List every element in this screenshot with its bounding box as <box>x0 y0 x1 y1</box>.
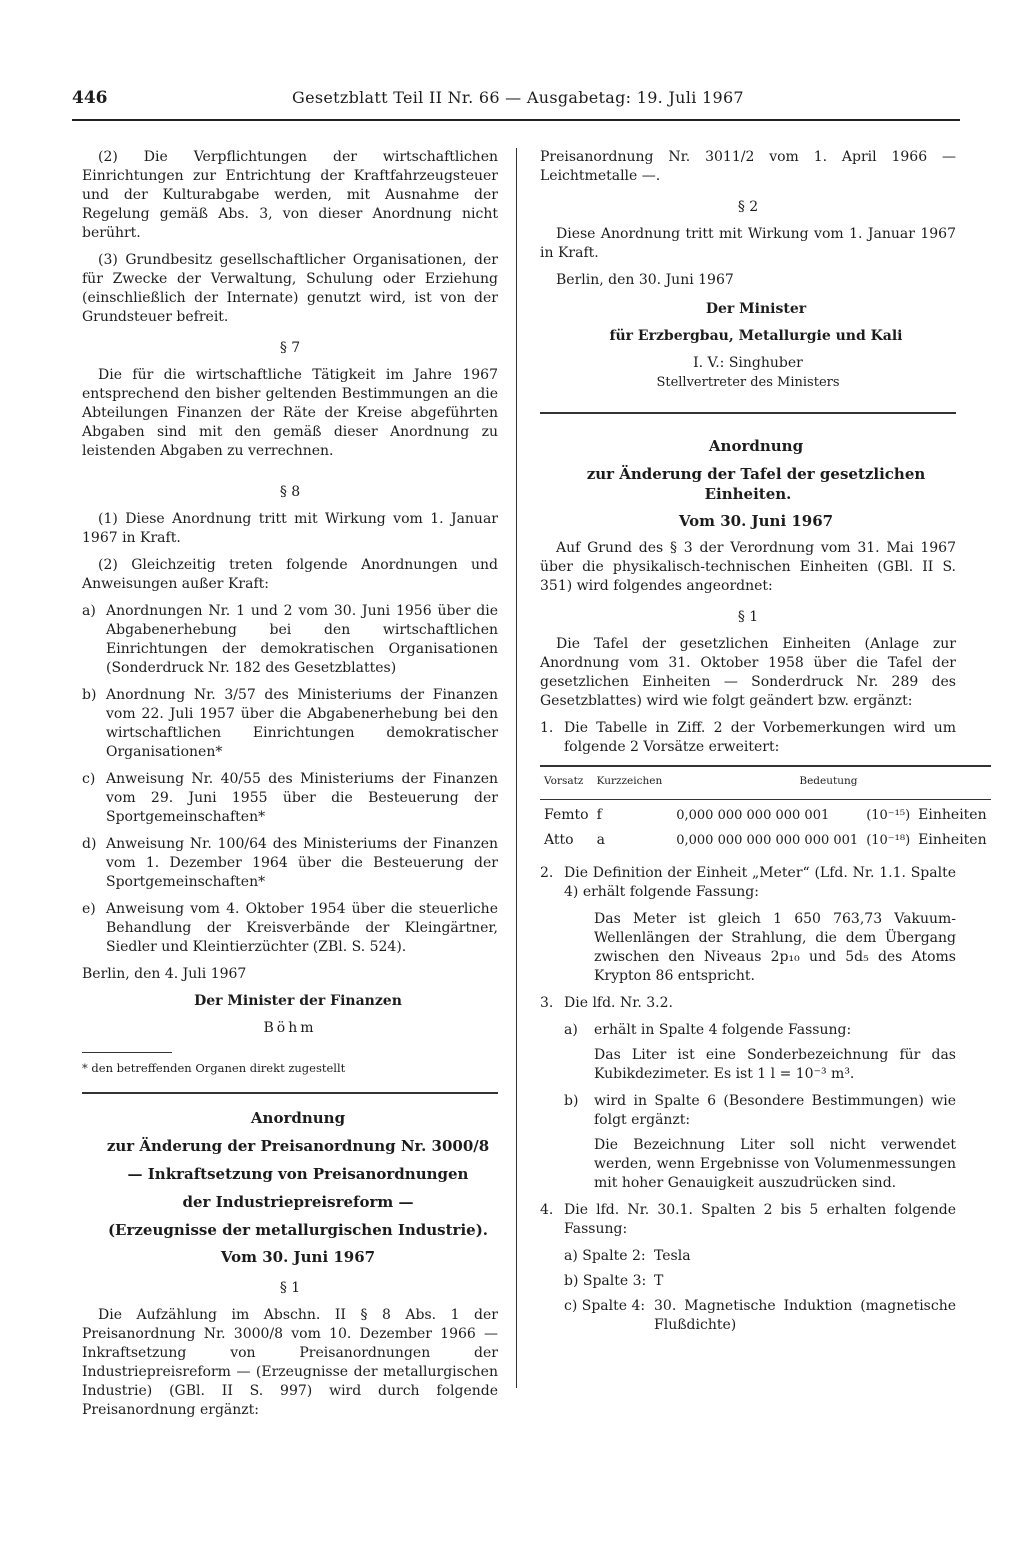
preamble: Auf Grund des § 3 der Verordnung vom 31. Mai 1967 über die physikalisch-technischen Einheiten (GBl. II S. 351) wird folgendes angeordnet: <box>540 540 956 594</box>
column-spec-value: Tesla <box>654 1248 691 1264</box>
table-cell: 0,000 000 000 000 000 001 <box>676 833 859 848</box>
list-item-label: b) <box>82 687 97 703</box>
table-header: Kurzzeichen <box>593 766 667 800</box>
paragraph-3: (3) Grundbesitz gesellschaftlicher Organisationen, der für Zwecke der Verwaltung, Schulung oder Erziehung (einschließlich der Internate) genutzt wird, ist von der Grundsteuer befreit. <box>82 252 498 325</box>
table-cell: (10⁻¹⁸) <box>866 833 911 848</box>
column-spec <box>564 1247 956 1266</box>
page-number: 446 <box>72 88 108 108</box>
section-1-heading: § 1 <box>279 1280 301 1296</box>
column-spec-label: c) Spalte 4: <box>564 1298 646 1314</box>
sub-item <box>564 1092 956 1130</box>
section-8-para-1: (1) Diese Anordnung tritt mit Wirkung vom 1. Januar 1967 in Kraft. <box>82 511 498 546</box>
table-cell: a <box>596 832 605 848</box>
item-number: 3. <box>540 995 554 1011</box>
item-text: Die Definition der Einheit „Meter“ (Lfd. Nr. 1.1. Spalte 4) erhält folgende Fassung: <box>564 865 956 900</box>
ordinance-title-line: (Erzeugnisse der metallurgischen Industrie). <box>107 1221 489 1239</box>
table-row <box>540 800 991 826</box>
quoted-definition: Das Liter ist eine Sonderbezeichnung für das Kubikdezimeter. Es ist 1 l = 10⁻³ m³. <box>594 1047 956 1082</box>
list-item-text: Anweisung Nr. 100/64 des Ministeriums der Finanzen vom 1. Dezember 1964 über die Besteuerung der Sportgemeinschaften* <box>106 836 498 890</box>
column-spec <box>564 1297 956 1335</box>
section-rule <box>540 412 956 414</box>
table-header: Vorsatz <box>540 766 593 800</box>
section-1-text: Die Tafel der gesetzlichen Einheiten (Anlage zur Anordnung vom 31. Oktober 1958 über die Tafel der gesetzlichen Einheiten — Sonderdruck Nr. 289 des Gesetzblattes) wird wie folgt geändert bzw. ergänzt: <box>540 636 956 709</box>
footnote-rule <box>82 1052 172 1053</box>
numbered-item <box>540 864 956 902</box>
section-2-text: Diese Anordnung tritt mit Wirkung vom 1. Januar 1967 in Kraft. <box>540 226 956 261</box>
continuation-text: Preisanordnung Nr. 3011/2 vom 1. April 1966 — Leichtmetalle —. <box>540 149 956 184</box>
table-cell: 0,000 000 000 000 001 <box>676 808 830 823</box>
right-column <box>540 148 987 1341</box>
ordinance-title-line: zur Änderung der Preisanordnung Nr. 3000/8 <box>106 1137 490 1155</box>
signer-title-line-2: für Erzbergbau, Metallurgie und Kali <box>609 328 903 344</box>
list-item-text: Anweisung vom 4. Oktober 1954 über die steuerliche Behandlung der Kreisverbände der Kleingärtner, Siedler und Kleintierzüchter (ZBl. S. 524). <box>106 901 498 955</box>
section-8-para-2: (2) Gleichzeitig treten folgende Anordnungen und Anweisungen außer Kraft: <box>82 557 498 592</box>
footnote: * den betreffenden Organen direkt zugestellt <box>82 1061 346 1075</box>
list-item <box>82 900 498 957</box>
section-7-text: Die für die wirtschaftliche Tätigkeit im Jahre 1967 entsprechend den bisher geltenden Bestimmungen an die Abteilungen Finanzen der Räte der Kreise abgeführten Abgaben sind mit den gemäß dieser Anordnung zu leistenden Abgaben zu verrechnen. <box>82 367 498 459</box>
item-number: 2. <box>540 865 554 881</box>
list-item <box>82 770 498 827</box>
list-item <box>82 602 498 678</box>
ordinance-title-line: zur Änderung der Tafel der gesetzlichen Einheiten. <box>586 465 926 503</box>
running-header: Gesetzblatt Teil II Nr. 66 — Ausgabetag: 19. Juli 1967 <box>292 88 744 107</box>
table-cell: f <box>596 807 602 823</box>
list-item <box>82 835 498 892</box>
paragraph-2: (2) Die Verpflichtungen der wirtschaftlichen Einrichtungen zur Entrichtung der Kraftfahrzeugsteuer und der Kulturabgabe werden, mit Ausnahme der Regelung gemäß Abs. 3, von dieser Anordnung nicht berührt. <box>82 149 498 241</box>
list-item <box>82 686 498 762</box>
left-column <box>82 148 498 1428</box>
section-7-heading: § 7 <box>279 340 301 356</box>
list-item-text: Anordnung Nr. 3/57 des Ministeriums der Finanzen vom 22. Juli 1957 über die Abgabenerhebung bei den wirtschaftlichen Einrichtungen demokratischer Organisationen* <box>106 687 498 760</box>
place-date: Berlin, den 4. Juli 1967 <box>82 966 247 982</box>
list-item-label: c) <box>82 771 96 787</box>
column-spec-value: 30. Magnetische Induktion (magnetische Flußdichte) <box>654 1298 956 1333</box>
ordinance-date: Vom 30. Juni 1967 <box>220 1248 376 1266</box>
quoted-definition: Die Bezeichnung Liter soll nicht verwendet werden, wenn Ergebnisse von Volumenmessungen mit hoher Genauigkeit auszudrücken sind. <box>594 1137 956 1191</box>
ordinance-title-line: — Inkraftsetzung von Preisanordnungen <box>127 1165 469 1183</box>
column-spec <box>564 1272 956 1291</box>
section-2-heading: § 2 <box>737 199 759 215</box>
item-number: 1. <box>540 720 554 736</box>
ordinance-title-line: Anordnung <box>250 1109 346 1127</box>
item-text: Die lfd. Nr. 3.2. <box>564 995 673 1011</box>
list-item-label: a) <box>82 603 96 619</box>
item-number: 4. <box>540 1202 554 1218</box>
column-spec-label: a) Spalte 2: <box>564 1248 646 1264</box>
table-cell: (10⁻¹⁵) <box>866 808 911 823</box>
ordinance-date: Vom 30. Juni 1967 <box>678 512 834 530</box>
signer-title: Der Minister der Finanzen <box>194 993 402 1009</box>
item-text: Die lfd. Nr. 30.1. Spalten 2 bis 5 erhalten folgende Fassung: <box>564 1202 956 1237</box>
sub-item-label: b) <box>564 1093 579 1109</box>
numbered-item <box>540 719 956 757</box>
signer-role: Stellvertreter des Ministers <box>656 375 840 390</box>
table-header: Bedeutung <box>666 766 990 800</box>
numbered-item <box>540 1201 956 1239</box>
numbered-item <box>540 994 956 1013</box>
column-divider <box>516 148 517 1388</box>
list-item-label: e) <box>82 901 96 917</box>
table-row <box>540 825 991 850</box>
column-spec-value: T <box>654 1273 664 1289</box>
column-spec-label: b) Spalte 3: <box>564 1273 647 1289</box>
section-8-heading: § 8 <box>279 484 301 500</box>
table-cell: Einheiten <box>918 832 987 848</box>
table-cell: Atto <box>544 832 574 848</box>
table-cell: Einheiten <box>918 807 987 823</box>
prefix-table <box>540 765 991 850</box>
item-text: Die Tabelle in Ziff. 2 der Vorbemerkungen wird um folgende 2 Vorsätze erweitert: <box>564 720 956 755</box>
table-cell: Femto <box>544 807 589 823</box>
sub-item-text: wird in Spalte 6 (Besondere Bestimmungen) wie folgt ergänzt: <box>594 1093 956 1128</box>
section-rule <box>82 1092 498 1094</box>
signer-name: Böhm <box>263 1020 317 1036</box>
ordinance-title-line: der Industriepreisreform — <box>182 1193 414 1211</box>
header-rule <box>72 119 960 121</box>
signer-name: I. V.: Singhuber <box>693 355 803 371</box>
list-item-text: Anordnungen Nr. 1 und 2 vom 30. Juni 1956 über die Abgabenerhebung bei den wirtschaftlichen Einrichtungen der demokratischen Organisationen (Sonderdruck Nr. 182 des Gesetzblattes) <box>106 603 498 676</box>
ordinance-title-line: Anordnung <box>708 437 804 455</box>
section-1-text: Die Aufzählung im Abschn. II § 8 Abs. 1 der Preisanordnung Nr. 3000/8 vom 10. Dezember 1966 — Inkraftsetzung von Preisanordnungen der Industriepreisreform — (Erzeugnisse der metallurgischen Industrie) (GBl. II S. 997) wird durch folgende Preisanordnung ergänzt: <box>82 1307 498 1418</box>
signer-title-line-1: Der Minister <box>705 301 807 317</box>
list-item-label: d) <box>82 836 97 852</box>
sub-item-text: erhält in Spalte 4 folgende Fassung: <box>594 1022 852 1038</box>
sub-item-label: a) <box>564 1022 578 1038</box>
section-1-heading: § 1 <box>737 609 759 625</box>
list-item-text: Anweisung Nr. 40/55 des Ministeriums der Finanzen vom 29. Juni 1955 über die Besteuerung der Sportgemeinschaften* <box>106 771 498 825</box>
quoted-definition: Das Meter ist gleich 1 650 763,73 Vakuum-Wellenlängen der Strahlung, die dem Übergang zwischen den Niveaus 2p₁₀ und 5d₅ des Atoms Krypton 86 entspricht. <box>594 911 956 984</box>
place-date: Berlin, den 30. Juni 1967 <box>556 272 734 288</box>
sub-item <box>564 1021 956 1040</box>
